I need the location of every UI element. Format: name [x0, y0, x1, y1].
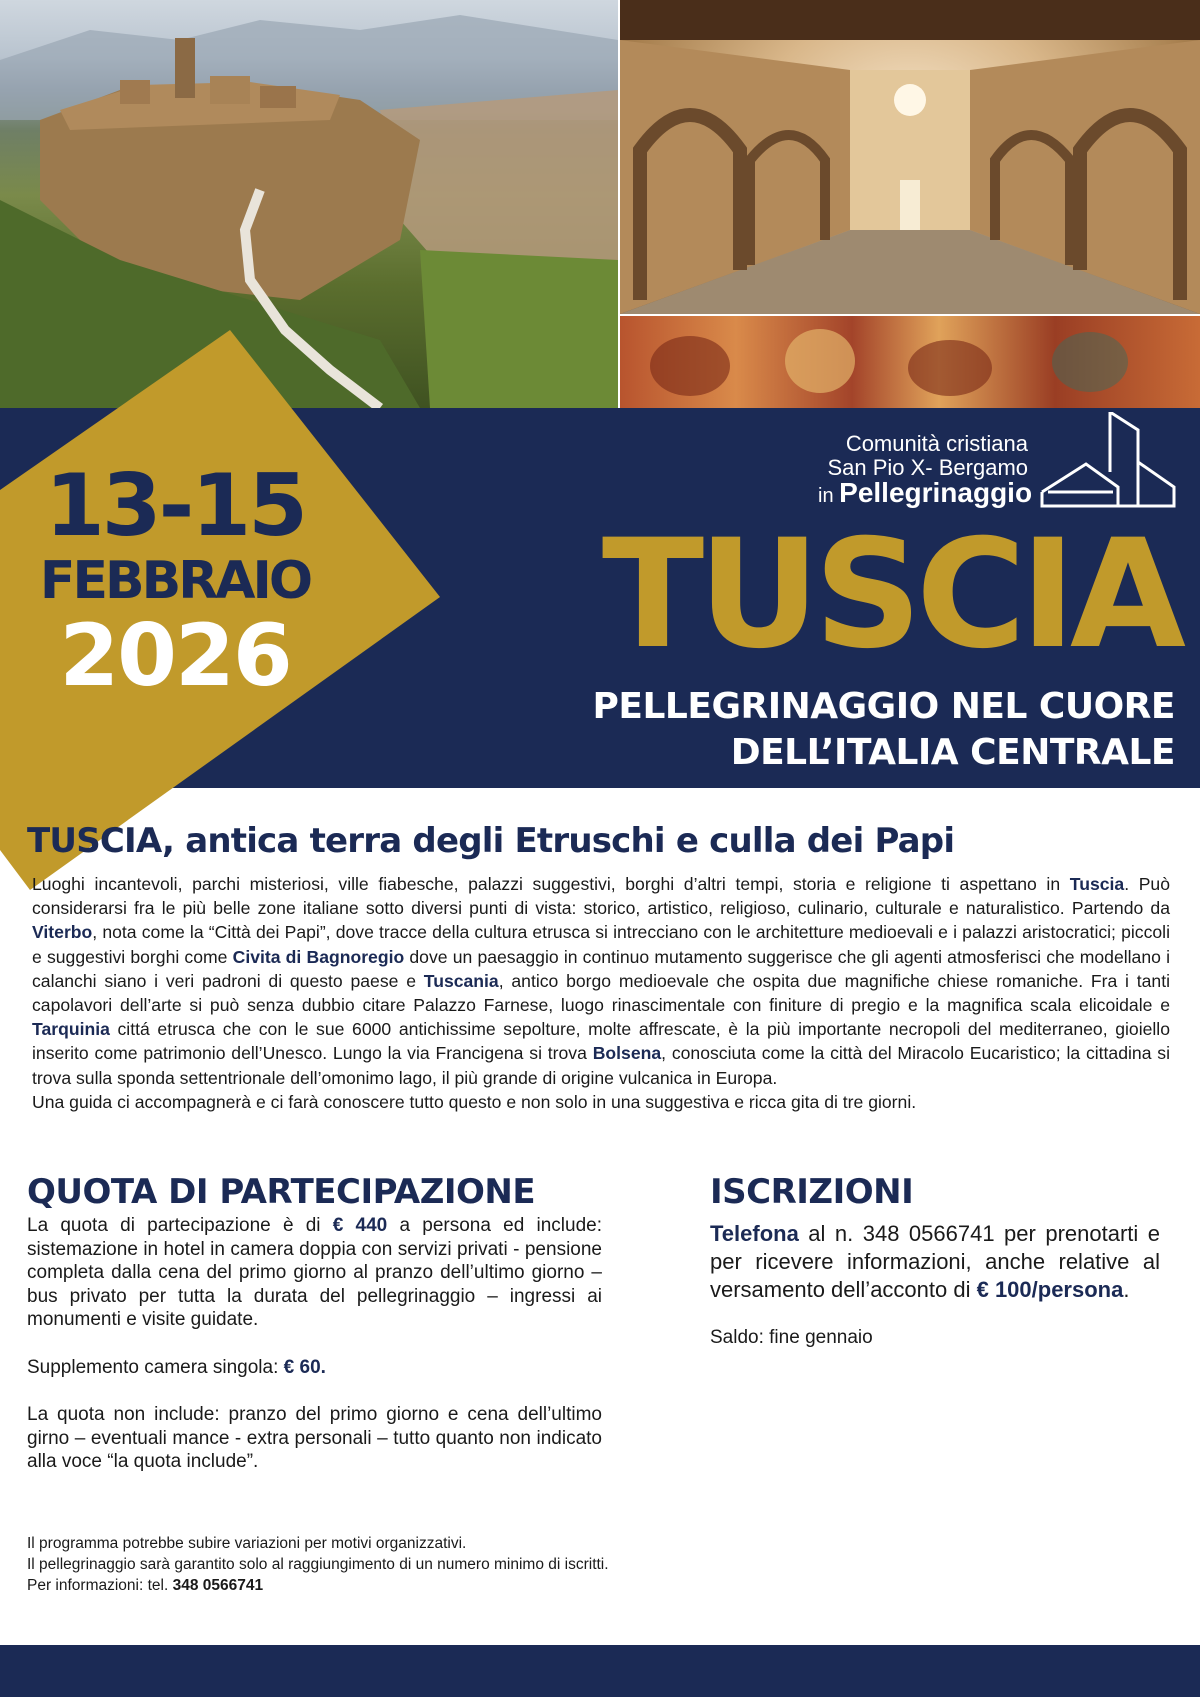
date-month: FEBBRAIO [39, 551, 311, 611]
subtitle [480, 684, 1175, 776]
intro-text-4: dove un paesaggio in continuo mutamento suggerisce che gli agenti atmosferisci che modellano i calanchi siano i veri padroni di questo paese e [32, 946, 1170, 991]
supplement-price: € 60. [283, 1356, 326, 1378]
place-civita: Civita di Bagnoregio [232, 946, 405, 967]
saldo-note: Saldo: fine gennaio [710, 1327, 873, 1348]
quota-includes: a persona ed include: sistemazione in hotel in camera doppia con servizi privati - pensione completa dalla cena del primo giorno al pranzo dell’ultimo giorno – bus privato per tutta la durata del pellegrinaggio – ingressi ai monumenti e visite guidate. [27, 1215, 602, 1330]
intro-text-1: Luoghi incantevoli, parchi misteriosi, ville fiabesche, palazzi suggestivi, borghi d’altri tempi, storia e religione ti aspettano in [32, 874, 1070, 894]
date-range: 13-15 [44, 456, 306, 556]
basilica-interior-photo [620, 0, 1200, 314]
deposit-amount: € 100/persona [976, 1277, 1124, 1302]
intro-text-6: cittá etrusca che con le sue 6000 antichissime sepolture, molte affrescate, è la più importante necropoli del mediterraneo, gioiello inserito come patrimonio dell’Unesco. Lungo la via Francigena si trova [32, 1019, 1170, 1064]
logo-text [818, 432, 1058, 509]
quota-heading: QUOTA DI PARTECIPAZIONE [27, 1172, 536, 1212]
place-tarquinia: Tarquinia [32, 1019, 110, 1040]
iscrizioni-section [710, 1170, 1160, 1350]
organizer-logo [818, 412, 1178, 520]
bottom-bar [0, 1645, 1200, 1697]
church-outline-icon [1038, 412, 1178, 512]
intro-text-3: , nota come la “Città dei Papi”, dove tracce della cultura etrusca si intrecciano con le architetture medioevali e i palazzi aristocratici; piccoli e suggestivi borghi come [32, 922, 1170, 967]
intro-text [32, 872, 1170, 1090]
quota-price: € 440 [332, 1215, 388, 1236]
place-tuscania: Tuscania [423, 970, 499, 991]
iscrizioni-body: al n. 348 0566741 per prenotarti e per ricevere informazioni, anche relative al versamento dell’acconto di [710, 1221, 1160, 1302]
footer-info-label: Per informazioni: tel. [27, 1577, 173, 1594]
intro-closing: Una guida ci accompagnerà e ci farà conoscere tutto questo e non solo in una suggestiva e ricca gita di tre giorni. [32, 1091, 917, 1112]
place-bolsena: Bolsena [592, 1043, 662, 1064]
quota-text: La quota di partecipazione è di [27, 1215, 333, 1236]
quota-section [27, 1170, 602, 1498]
supplement-label: Supplemento camera singola: [27, 1356, 284, 1378]
single-supplement [27, 1356, 602, 1380]
logo-line3-bold: Pellegrinaggio [839, 477, 1033, 508]
logo-line1: Comunità cristiana [845, 431, 1028, 456]
iscrizioni-text [710, 1220, 1160, 1304]
intro-heading: TUSCIA, antica terra degli Etruschi e culla dei Papi [27, 821, 955, 861]
etruscan-fresco-photo [620, 316, 1200, 408]
footer-line2: Il pellegrinaggio sarà garantito solo al raggiungimento di un numero minimo di iscritti. [27, 1556, 609, 1573]
main-title: TUSCIA [601, 508, 1180, 682]
date-year: 2026 [59, 606, 291, 706]
subtitle-line2: DELL’ITALIA CENTRALE [730, 732, 1175, 773]
iscrizioni-heading: ISCRIZIONI [710, 1172, 914, 1212]
intro-paragraph [32, 872, 1170, 1114]
quota-included [27, 1214, 602, 1332]
footer-line1: Il programma potrebbe subire variazioni per motivi organizzativi. [27, 1535, 467, 1552]
place-viterbo: Viterbo [32, 922, 93, 943]
footer-line3 [27, 1575, 927, 1596]
trip-dates [20, 456, 330, 706]
quota-excluded: La quota non include: pranzo del primo giorno e cena dell’ultimo girno – eventuali mance - extra personali – tutto quanto non indicato alla voce “la quota include”. [27, 1404, 602, 1472]
subtitle-line1: PELLEGRINAGGIO NEL CUORE [592, 686, 1175, 727]
logo-line3-prefix: in [818, 485, 834, 507]
intro-text-2: . Può considerarsi fra le più belle zone italiane sotto diversi punti di vista: storico, artistico, religioso, culinario, culturale e naturalistico. Partendo da [32, 874, 1170, 919]
footer-notes [27, 1533, 927, 1596]
iscrizioni-end: . [1123, 1277, 1130, 1302]
footer-phone: 348 0566741 [172, 1577, 264, 1594]
logo-line3 [818, 477, 1058, 509]
logo-line2: San Pio X- Bergamo [827, 455, 1028, 480]
phone-label: Telefona [710, 1221, 799, 1246]
intro-text-5: , antico borgo medioevale che ospita due magnifiche chiese romaniche. Fra i tanti capolavori dell’arte si può senza dubbio citare Palazzo Farnese, luogo rinascimentale con finiture di pregio e la magnifica scala elicoidale e [32, 970, 1170, 1016]
intro-text-7: , conosciuta come la città del Miracolo Eucaristico; la cittadina si trova sulla sponda settentrionale dell’omonimo lago, il più grande di origine vulcanica in Europa. [32, 1043, 1170, 1088]
place-tuscia: Tuscia [1069, 874, 1125, 894]
